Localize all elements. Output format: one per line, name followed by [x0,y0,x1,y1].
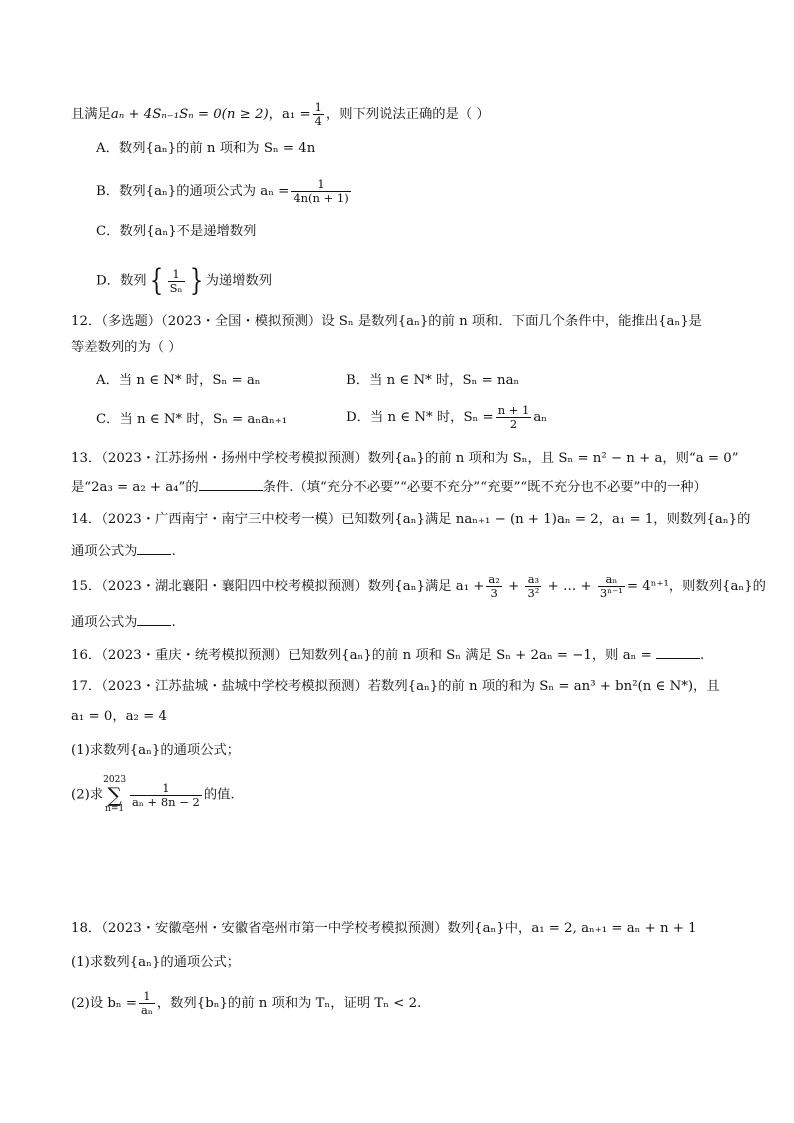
q11-option-d-fraction [168,268,185,295]
q15-line2-pre: 通项公式为 [71,615,138,630]
q17-part2-post: 的值. [203,787,235,803]
q11-option-d [96,263,734,298]
q18-part2-denominator: aₙ [141,1003,153,1017]
q11-option-b-fraction [291,178,350,205]
q13-line2 [71,477,734,498]
q13-line2-pre: 是“2a₃ = a₂ + a₄”的 [71,480,199,495]
q11-stem [71,101,734,128]
right-brace-icon: } [189,263,203,298]
q12-stem-line2: 等差数列的为（ ） [71,340,182,355]
q12-option-d-fraction [496,404,532,431]
q15-fraction-3 [598,573,625,600]
q17-line1: 17．（2023・江苏盐城・盐城中学校考模拟预测）若数列{aₙ}的前 n 项的和为 Sₙ = an³ + bn²(n ∈ N*)，且 [71,679,720,694]
q16-line-post: . [700,648,705,663]
summation-icon [103,776,126,814]
q11-option-d-numerator: 1 [168,268,185,282]
q13-line1: 13．（2023・江苏扬州・扬州中学校考模拟预测）数列{aₙ}的前 n 项和为 Sₙ，且 Sₙ = n² − n + a，则“a = 0” [71,451,739,466]
q16-line [71,645,734,666]
q16-line-pre: 16．（2023・重庆・统考模拟预测）已知数列{aₙ}的前 n 项和 Sₙ 满足 Sₙ + 2aₙ = −1，则 aₙ = [71,648,652,663]
q15-line1-pre: 15．（2023・湖北襄阳・襄阳四中校考模拟预测）数列{aₙ}满足 a₁ + [71,579,485,594]
q11-option-b-numerator: 1 [291,178,350,192]
q12-stem-line1: 12．（多选题）（2023・全国・模拟预测）设 Sₙ 是数列{aₙ}的前 n 项和．下面几个条件中，能推出{aₙ}是 [71,314,702,329]
sum-upper-limit: 2023 [103,775,127,785]
q15-fraction-1 [486,573,501,600]
q12-option-b: B．当 n ∈ N* 时，Sₙ = naₙ [346,373,520,388]
q15-line2 [71,612,734,633]
q15-line1: 15．（2023・湖北襄阳・襄阳四中校考模拟预测）数列{aₙ}满足 a₁ + $\frac{\text{a₂}}{3}$ + $\frac{\text{a₃}}{\text{3²}}$ + … + $\frac{\text{aₙ}}{\text{3ⁿ⁻¹}}$ = 4ⁿ⁺¹，则数列{aₙ}的 [71,572,766,600]
q18-part1: (1)求数列{aₙ}的通项公式； [71,955,241,970]
q18-part2-post: ，数列{bₙ}的前 n 项和为 Tₙ，证明 Tₙ < 2. [156,996,422,1011]
q11-frac-denominator: 4 [314,114,322,128]
q18-part2-pre: (2)设 bₙ = [71,996,137,1011]
q11-stem-pre: 且满足 [71,107,111,122]
q15-f2-denominator: 3² [527,586,540,600]
q15-fraction-2 [525,573,541,600]
sigma-symbol: ∑ [107,783,122,807]
q17-part2-pre: (2)求 [71,787,104,803]
q17-part2-numerator: 1 [130,782,202,796]
q11-stem-equation: aₙ + 4Sₙ₋₁Sₙ = 0(n ≥ 2) [110,107,269,122]
q14-line2-post: . [171,544,176,559]
q11-stem-post: ，则下列说法正确的是（ ） [325,107,490,122]
q17-part2-fraction [130,782,202,809]
q17-part2 [71,776,734,814]
q18-line1: 18．（2023・安徽亳州・安徽省亳州市第一中学校考模拟预测）数列{aₙ}中，a₁ = 2, aₙ₊₁ = aₙ + n + 1 [71,921,697,936]
q14-line1: 14．（2023・广西南宁・南宁三中校考一模）已知数列{aₙ}满足 naₙ₊₁ − (n + 1)aₙ = 2，a₁ = 1，则数列{aₙ}的 [71,512,751,527]
q12-option-a: A．当 n ∈ N* 时，Sₙ = aₙ [96,373,261,388]
q15-f2-numerator: a₃ [525,573,541,587]
left-brace-icon: { [149,263,163,298]
q18-part2-fraction [139,990,155,1017]
q11-option-a: A．数列{aₙ}的前 n 项和为 Sₙ = 4n [96,141,316,156]
q16-answer-blank[interactable] [656,645,700,659]
q11-option-c: C．数列{aₙ}不是递增数列 [96,224,257,239]
q13-line2-post: 条件.（填“充分不必要”“必要不充分”“充要”“既不充分也不必要”中的一种） [262,480,707,495]
q12-option-d [346,404,734,431]
q15-f3-denominator: 3ⁿ⁻¹ [599,586,623,600]
q18-part2 [71,990,734,1017]
q11-stem-fraction [313,101,324,128]
q11-stem-mid: ，a₁ = [268,107,311,122]
q15-f3-numerator: aₙ [598,573,625,587]
q12-option-d-text: D．当 n ∈ N* 时，Sₙ = [346,410,494,425]
q12-option-d-denominator: 2 [509,417,518,431]
q15-f1-denominator: 3 [490,586,498,600]
q12-option-c: C．当 n ∈ N* 时，Sₙ = aₙaₙ₊₁ [96,412,288,427]
q17-part1: (1)求数列{aₙ}的通项公式； [71,743,241,758]
q11-option-d-post: 为递增数列 [205,273,273,289]
q14-line2-pre: 通项公式为 [71,544,138,559]
q11-option-b-denominator: 4n(n + 1) [293,191,349,205]
q17-line2: a₁ = 0，a₂ = 4 [71,709,167,724]
q11-option-d-text: D．数列 [96,273,147,289]
q12-option-d-post: aₙ [533,410,548,425]
q15-line1-post: = 4ⁿ⁺¹，则数列{aₙ}的 [626,579,766,594]
q15-answer-blank[interactable] [137,612,171,626]
q15-f1-numerator: a₂ [488,572,500,586]
q11-option-b-text: B．数列{aₙ}的通项公式为 aₙ = [96,184,290,199]
q15-line2-post: . [171,615,176,630]
q11-option-d-denominator: Sₙ [169,280,183,295]
sum-lower-limit: n=1 [105,804,125,814]
q12-option-d-numerator: n + 1 [497,403,530,417]
q18-part2-numerator: 1 [139,990,155,1004]
q11-option-b [96,178,734,205]
q14-line2 [71,541,734,562]
q14-answer-blank[interactable] [137,541,171,555]
q13-answer-blank[interactable] [199,477,263,491]
q11-frac-numerator: 1 [314,100,322,114]
q17-part2-denominator: aₙ + 8n − 2 [132,794,200,809]
